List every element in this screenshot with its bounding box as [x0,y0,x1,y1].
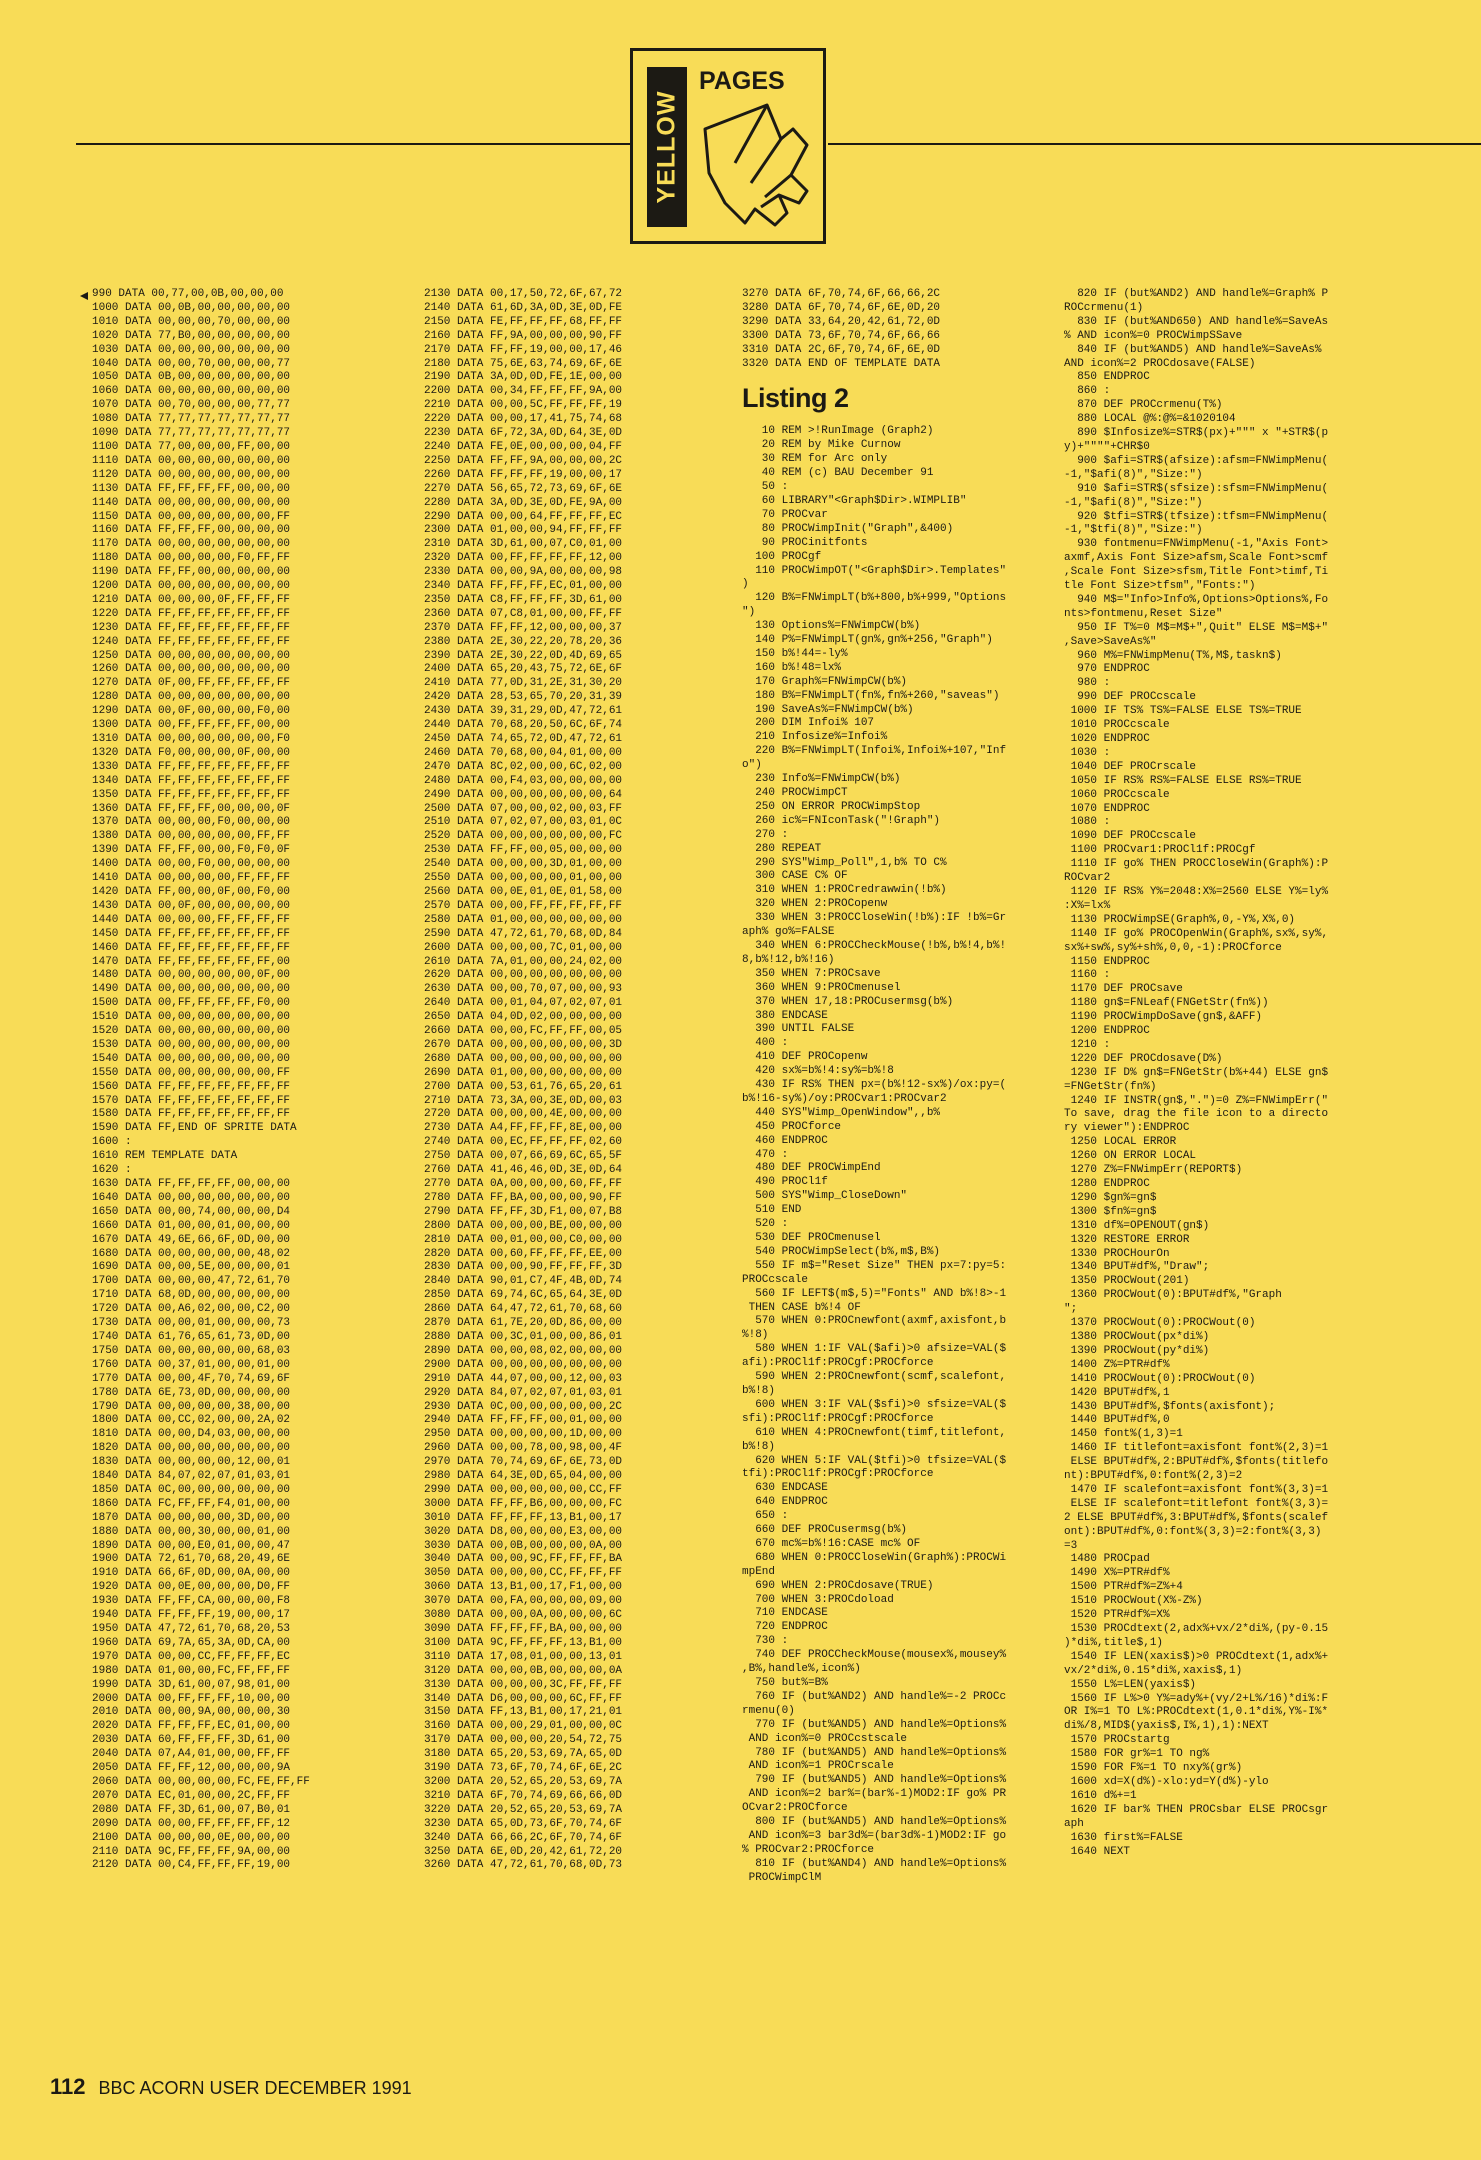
logo-title: PAGES [699,67,785,95]
continuation-arrow-icon [80,292,88,300]
page-footer [50,2074,412,2100]
page-number: 112 [50,2074,86,2099]
template-data-end: 3270 DATA 6F,70,74,6F,66,66,2C 3280 DATA 6F,70,74,6F,6E,0D,20 3290 DATA 33,64,20,42,61,72,0D 3300 DATA 73,6F,70,74,6F,66,66 3310 DATA 2C,6F,70,74,6F,6E,0D 3320 DATA END OF TEMPLATE DATA [742,288,941,370]
listing-column-2: 2130 DATA 00,17,50,72,6F,67,72 2140 DATA 61,6D,3A,0D,3E,0D,FE 2150 DATA FE,FF,FF,FF,68,FF,FF 2160 DATA FF,9A,00,00,00,90,FF 2170 DATA FF,FF,19,00,00,17,46 2180 DATA 75,6E,63,74,69,6F,6E 2190 DATA 3A,0D,0D,FE,1E,00,00 2200 DATA 00,34,FF,FF,FF,9A,00 2210 DATA 00,00,5C,FF,FF,FF,19 2220 DATA 00,00,17,41,75,74,68 2230 DATA 6F,72,3A,0D,64,3E,0D 2240 DATA FE,0E,00,00,00,04,FF 2250 DATA FF,FF,9A,00,00,00,2C 2260 DATA FF,FF,FF,19,00,00,17 2270 DATA 56,65,72,73,69,6F,6E 2280 DATA 3A,0D,3E,0D,FE,9A,00 2290 DATA 00,00,64,FF,FF,FF,EC 2300 DATA 01,00,00,94,FF,FF,FF 2310 DATA 3D,61,00,07,C0,01,00 2320 DATA 00,FF,FF,FF,FF,12,00 2330 DATA 00,00,9A,00,00,00,98 2340 DATA FF,FF,FF,EC,01,00,00 2350 DATA C8,FF,FF,FF,3D,61,00 2360 DATA 07,C8,01,00,00,FF,FF 2370 DATA FF,FF,12,00,00,00,37 2380 DATA 2E,30,22,20,78,20,36 2390 DATA 2E,30,22,0D,4D,69,65 2400 DATA 65,20,43,75,72,6E,6F 2410 DATA 77,0D,31,2E,31,30,20 2420 DATA 28,53,65,70,20,31,39 2430 DATA 39,31,29,0D,47,72,61 2440 DATA 70,68,20,50,6C,6F,74 2450 DATA 74,65,72,0D,47,72,61 2460 DATA 70,68,00,04,01,00,00 2470 DATA 8C,02,00,00,6C,02,00 2480 DATA 00,F4,03,00,00,00,00 2490 DATA 00,00,00,00,00,00,64 2500 DATA 07,00,00,02,00,03,FF 2510 DATA 07,02,07,00,03,01,0C 2520 DATA 00,00,00,00,00,00,FC 2530 DATA FF,FF,00,05,00,00,00 2540 DATA 00,00,00,3D,01,00,00 2550 DATA 00,00,00,00,01,00,00 2560 DATA 00,0E,01,0E,01,58,00 2570 DATA 00,00,FF,FF,FF,FF,FF 2580 DATA 01,00,00,00,00,00,00 2590 DATA 47,72,61,70,68,0D,84 2600 DATA 00,00,00,7C,01,00,00 2610 DATA 7A,01,00,00,24,02,00 2620 DATA 00,00,00,00,00,00,00 2630 DATA 00,00,70,07,00,00,93 2640 DATA 00,01,04,07,02,07,01 2650 DATA 04,0D,02,00,00,00,00 2660 DATA 00,00,FC,FF,FF,00,05 2670 DATA 00,00,00,00,00,00,3D 2680 DATA 00,00,00,00,00,00,00 2690 DATA 01,00,00,00,00,00,00 2700 DATA 00,53,61,76,65,20,61 2710 DATA 73,3A,00,3E,0D,00,03 2720 DATA 00,00,00,4E,00,00,00 2730 DATA A4,FF,FF,FF,8E,00,00 2740 DATA 00,EC,FF,FF,FF,02,60 2750 DATA 00,07,66,69,6C,65,5F 2760 DATA 41,46,46,0D,3E,0D,64 2770 DATA 0A,00,00,00,60,FF,FF 2780 DATA FF,BA,00,00,00,90,FF 2790 DATA FF,FF,3D,F1,00,07,B8 2800 DATA 00,00,00,BE,00,00,00 2810 DATA 00,01,00,00,C0,00,00 2820 DATA 00,60,FF,FF,FF,EE,00 2830 DATA 00,00,90,FF,FF,FF,3D 2840 DATA 90,01,C7,4F,4B,0D,74 2850 DATA 69,74,6C,65,64,3E,0D 2860 DATA 64,47,72,61,70,68,60 2870 DATA 61,7E,20,0D,86,00,00 2880 DATA 00,3C,01,00,00,86,01 2890 DATA 00,00,08,02,00,00,00 2900 DATA 00,00,00,00,00,00,00 2910 DATA 44,07,00,00,12,00,03 2920 DATA 84,07,02,07,01,03,01 2930 DATA 0C,00,00,00,00,00,2C 2940 DATA FF,FF,FF,00,01,00,00 2950 DATA 00,00,00,00,1D,00,00 2960 DATA 00,00,78,00,98,00,4F 2970 DATA 70,74,69,6F,6E,73,0D 2980 DATA 64,3E,0D,65,04,00,00 2990 DATA 00,00,00,00,00,CC,FF 3000 DATA FF,FF,B6,00,00,00,FC 3010 DATA FF,FF,FF,13,B1,00,17 3020 DATA D8,00,00,00,E3,00,00 3030 DATA 00,0B,00,00,00,0A,00 3040 DATA 00,00,9C,FF,FF,FF,BA 3050 DATA 00,00,00,CC,FF,FF,FF 3060 DATA 13,B1,00,17,F1,00,00 3070 DATA 00,FA,00,00,00,09,00 3080 DATA 00,00,0A,00,00,00,6C 3090 DATA FF,FF,FF,BA,00,00,00 3100 DATA 9C,FF,FF,FF,13,B1,00 3110 DATA 17,08,01,00,00,13,01 3120 DATA 00,00,0B,00,00,00,0A 3130 DATA 00,00,00,3C,FF,FF,FF 3140 DATA D6,00,00,00,6C,FF,FF 3150 DATA FF,13,B1,00,17,21,01 3160 DATA 00,00,29,01,00,00,0C 3170 DATA 00,00,00,20,54,72,75 3180 DATA 65,20,53,69,7A,65,0D 3190 DATA 73,6F,70,74,6F,6E,2C 3200 DATA 20,52,65,20,53,69,7A 3210 DATA 6F,70,74,69,66,66,0D 3220 DATA 20,52,65,20,53,69,7A 3230 DATA 65,0D,73,6F,70,74,6F 3240 DATA 66,66,2C,6F,70,74,6F 3250 DATA 6E,0D,20,42,61,72,20 3260 DATA 47,72,61,70,68,0D,73 [424,288,623,1872]
logo-vertical-text: YELLOW [652,90,681,204]
listing-column-3 [742,288,1006,1886]
listing-2-code: 10 REM >!RunImage (Graph2) 20 REM by Mike Curnow 30 REM for Arc only 40 REM (c) BAU December 91 50 : 60 LIBRARY"<Graph$Dir>.WIMPLIB" 70 PROCvar 80 PROCWimpInit("Graph",&400) 90 PROCinitfonts 100 PROCgf 110 PROCWimpOT("<Graph$Dir>.Templates" ) 120 B%=FNWimpLT(b%+800,b%+999,"Options ") 130 Options%=FNWimpCW(b%) 140 P%=FNWimpLT(gn%,gn%+256,"Graph") 150 b%!44=-ly% 160 b%!48=lx% 170 Graph%=FNWimpCW(b%) 180 B%=FNWimpLT(fn%,fn%+260,"saveas") 190 SaveAs%=FNWimpCW(b%) 200 DIM Infoi% 107 210 Infosize%=Infoi% 220 B%=FNWimpLT(Infoi%,Infoi%+107,"Inf o") 230 Info%=FNWimpCW(b%) 240 PROCWimpCT 250 ON ERROR PROCWimpStop 260 ic%=FNIconTask("!Graph") 270 : 280 REPEAT 290 SYS"Wimp_Poll",1,b% TO C% 300 CASE C% OF 310 WHEN 1:PROCredrawwin(!b%) 320 WHEN 2:PROCopenw 330 WHEN 3:PROCCloseWin(!b%):IF !b%=Gr aph% go%=FALSE 340 WHEN 6:PROCCheckMouse(!b%,b%!4,b%! 8,b%!12,b%!16) 350 WHEN 7:PROCsave 360 WHEN 9:PROCmenusel 370 WHEN 17,18:PROCusermsg(b%) 380 ENDCASE 390 UNTIL FALSE 400 : 410 DEF PROCopenw 420 sx%=b%!4:sy%=b%!8 430 IF RS% THEN px=(b%!12-sx%)/ox:py=( b%!16-sy%)/oy:PROCvar1:PROCvar2 440 SYS"Wimp_OpenWindow",,b% 450 PROCforce 460 ENDPROC 470 : 480 DEF PROCWimpEnd 490 PROCl1f 500 SYS"Wimp_CloseDown" 510 END 520 : 530 DEF PROCmenusel 540 PROCWimpSelect(b%,m$,B%) 550 IF m$="Reset Size" THEN px=7:py=5: PROCcscale 560 IF LEFT$(m$,5)="Fonts" AND b%!8>-1 THEN CASE b%!4 OF 570 WHEN 0:PROCnewfont(axmf,axisfont,b %!8) 580 WHEN 1:IF VAL($afi)>0 afsize=VAL($ afi):PROCl1f:PROCgf:PROCforce 590 WHEN 2:PROCnewfont(scmf,scalefont, b%!8) 600 WHEN 3:IF VAL($sfi)>0 sfsize=VAL($ sfi):PROCl1f:PROCgf:PROCforce 610 WHEN 4:PROCnewfont(timf,titlefont, b%!8) 620 WHEN 5:IF VAL($tfi)>0 tfsize=VAL($ tfi):PROCl1f:PROCgf:PROCforce 630 ENDCASE 640 ENDPROC 650 : 660 DEF PROCusermsg(b%) 670 mc%=b%!16:CASE mc% OF 680 WHEN 0:PROCCloseWin(Graph%):PROCWi mpEnd 690 WHEN 2:PROCdosave(TRUE) 700 WHEN 3:PROCdoload 710 ENDCASE 720 ENDPROC 730 : 740 DEF PROCCheckMouse(mousex%,mousey% ,B%,handle%,icon%) 750 but%=B% 760 IF (but%AND2) AND handle%=-2 PROCc rmenu(0) 770 IF (but%AND5) AND handle%=Options% AND icon%=0 PROCcstscale 780 IF (but%AND5) AND handle%=Options% AND icon%=1 PROCrscale 790 IF (but%AND5) AND handle%=Options% AND icon%=2 bar%=(bar%-1)MOD2:IF go% PR OCvar2:PROCforce 800 IF (but%AND5) AND handle%=Options% AND icon%=3 bar3d%=(bar3d%-1)MOD2:IF go % PROCvar2:PROCforce 810 IF (but%AND4) AND handle%=Options% PROCWimpClM [742,425,1007,1884]
logo-vertical-bar [647,67,687,227]
hand-icon [695,99,819,235]
listing-column-4: 820 IF (but%AND2) AND handle%=Graph% P ROCcrmenu(1) 830 IF (but%AND650) AND handle%=SaveAs % AND icon%=0 PROCWimpSSave 840 IF (but%AND5) AND handle%=SaveAs% AND icon%=2 PROCdosave(FALSE) 850 ENDPROC 860 : 870 DEF PROCcrmenu(T%) 880 LOCAL @%:@%=&1020104 890 $Infosize%=STR$(px)+""" x "+STR$(p y)+""""+CHR$0 900 $afi=STR$(afsize):afsm=FNWimpMenu( -1,"$afi(8)","Size:") 910 $afi=STR$(sfsize):sfsm=FNWimpMenu( -1,"$afi(8)","Size:") 920 $tfi=STR$(tfsize):tfsm=FNWimpMenu( -1,"$tfi(8)","Size:") 930 fontmenu=FNWimpMenu(-1,"Axis Font> axmf,Axis Font Size>afsm,Scale Font>scmf ,Scale Font Size>sfsm,Title Font>timf,Ti tle Font Size>tfsm","Fonts:") 940 M$="Info>Info%,Options>Options%,Fo nts>fontmenu,Reset Size" 950 IF T%=0 M$=M$+",Quit" ELSE M$=M$+" ,Save>SaveAs%" 960 M%=FNWimpMenu(T%,M$,taskn$) 970 ENDPROC 980 : 990 DEF PROCcscale 1000 IF TS% TS%=FALSE ELSE TS%=TRUE 1010 PROCcscale 1020 ENDPROC 1030 : 1040 DEF PROCrscale 1050 IF RS% RS%=FALSE ELSE RS%=TRUE 1060 PROCcscale 1070 ENDPROC 1080 : 1090 DEF PROCcscale 1100 PROCvar1:PROCl1f:PROCgf 1110 IF go% THEN PROCCloseWin(Graph%):P ROCvar2 1120 IF RS% Y%=2048:X%=2560 ELSE Y%=ly% :X%=lx% 1130 PROCWimpSE(Graph%,0,-Y%,X%,0) 1140 IF go% PROCOpenWin(Graph%,sx%,sy%, sx%+sw%,sy%+sh%,0,0,-1):PROCforce 1150 ENDPROC 1160 : 1170 DEF PROCsave 1180 gn$=FNLeaf(FNGetStr(fn%)) 1190 PROCWimpDoSave(gn$,&AFF) 1200 ENDPROC 1210 : 1220 DEF PROCdosave(D%) 1230 IF D% gn$=FNGetStr(b%+44) ELSE gn$ =FNGetStr(fn%) 1240 IF INSTR(gn$,".")=0 Z%=FNWimpErr(" To save, drag the file icon to a directo ry viewer"):ENDPROC 1250 LOCAL ERROR 1260 ON ERROR LOCAL 1270 Z%=FNWimpErr(REPORT$) 1280 ENDPROC 1290 $gn%=gn$ 1300 $fn%=gn$ 1310 df%=OPENOUT(gn$) 1320 RESTORE ERROR 1330 PROCHourOn 1340 BPUT#df%,"Draw"; 1350 PROCWout(201) 1360 PROCWout(0):BPUT#df%,"Graph "; 1370 PROCWout(0):PROCWout(0) 1380 PROCWout(px*di%) 1390 PROCWout(py*di%) 1400 Z%=PTR#df% 1410 PROCWout(0):PROCWout(0) 1420 BPUT#df%,1 1430 BPUT#df%,$fonts(axisfont); 1440 BPUT#df%,0 1450 font%(1,3)=1 1460 IF titlefont=axisfont font%(2,3)=1 ELSE BPUT#df%,2:BPUT#df%,$fonts(titlefo nt):BPUT#df%,0:font%(2,3)=2 1470 IF scalefont=axisfont font%(3,3)=1 ELSE IF scalefont=titlefont font%(3,3)= 2 ELSE BPUT#df%,3:BPUT#df%,$fonts(scalef ont):BPUT#df%,0:font%(3,3)=2:font%(3,3) =3 1480 PROCpad 1490 X%=PTR#df% 1500 PTR#df%=Z%+4 1510 PROCWout(X%-Z%) 1520 PTR#df%=X% 1530 PROCdtext(2,adx%+vx/2*di%,(py-0.15 )*di%,title$,1) 1540 IF LEN(xaxis$)>0 PROCdtext(1,adx%+ vx/2*di%,0.15*di%,xaxis$,1) 1550 L%=LEN(yaxis$) 1560 IF L%>0 Y%=ady%+(vy/2+L%/16)*di%:F OR I%=1 TO L%:PROCdtext(1,0.1*di%,Y%-I%* di%/8,MID$(yaxis$,I%,1),1):NEXT 1570 PROCstartg 1580 FOR gr%=1 TO ng% 1590 FOR F%=1 TO nxy%(gr%) 1600 xd=X(d%)-xlo:yd=Y(d%)-ylo 1610 d%+=1 1620 IF bar% THEN PROCsbar ELSE PROCsgr aph 1630 first%=FALSE 1640 NEXT [1064,288,1329,1858]
header-rule-right [828,143,1481,145]
listing-column-1: 990 DATA 00,77,00,0B,00,00,00 1000 DATA 00,0B,00,00,00,00,00 1010 DATA 00,00,00,70,00,00,00 1020 DATA 77,B0,00,00,00,00,00 1030 DATA 00,00,00,00,00,00,00 1040 DATA 00,00,70,00,00,00,77 1050 DATA 0B,00,00,00,00,00,00 1060 DATA 00,00,00,00,00,00,00 1070 DATA 00,70,00,00,00,77,77 1080 DATA 77,77,77,77,77,77,77 1090 DATA 77,77,77,77,77,77,77 1100 DATA 77,00,00,00,FF,00,00 1110 DATA 00,00,00,00,00,00,00 1120 DATA 00,00,00,00,00,00,00 1130 DATA FF,FF,FF,FF,00,00,00 1140 DATA 00,00,00,00,00,00,00 1150 DATA 00,00,00,00,00,00,FF 1160 DATA FF,FF,FF,00,00,00,00 1170 DATA 00,00,00,00,00,00,00 1180 DATA 00,00,00,00,F0,FF,FF 1190 DATA FF,FF,00,00,00,00,00 1200 DATA 00,00,00,00,00,00,00 1210 DATA 00,00,00,0F,FF,FF,FF 1220 DATA FF,FF,FF,FF,FF,FF,FF 1230 DATA FF,FF,FF,FF,FF,FF,FF 1240 DATA FF,FF,FF,FF,FF,FF,FF 1250 DATA 00,00,00,00,00,00,00 1260 DATA 00,00,00,00,00,00,00 1270 DATA 0F,00,FF,FF,FF,FF,FF 1280 DATA 00,00,00,00,00,00,00 1290 DATA 00,0F,00,00,00,F0,00 1300 DATA 00,FF,FF,FF,FF,00,00 1310 DATA 00,00,00,00,00,00,F0 1320 DATA F0,00,00,00,0F,00,00 1330 DATA FF,FF,FF,FF,FF,FF,FF 1340 DATA FF,FF,FF,FF,FF,FF,FF 1350 DATA FF,FF,FF,FF,FF,FF,FF 1360 DATA FF,FF,FF,00,00,00,0F 1370 DATA 00,00,00,F0,00,00,00 1380 DATA 00,00,00,00,00,FF,FF 1390 DATA FF,FF,00,00,F0,F0,0F 1400 DATA 00,00,F0,00,00,00,00 1410 DATA 00,00,00,00,FF,FF,FF 1420 DATA FF,00,00,0F,00,F0,00 1430 DATA 00,0F,00,00,00,00,00 1440 DATA 00,00,00,FF,FF,FF,FF 1450 DATA FF,FF,FF,FF,FF,FF,FF 1460 DATA FF,FF,FF,FF,FF,FF,FF 1470 DATA FF,FF,FF,FF,FF,FF,00 1480 DATA 00,00,00,00,00,0F,00 1490 DATA 00,00,00,00,00,00,00 1500 DATA 00,FF,FF,FF,FF,F0,00 1510 DATA 00,00,00,00,00,00,00 1520 DATA 00,00,00,00,00,00,00 1530 DATA 00,00,00,00,00,00,00 1540 DATA 00,00,00,00,00,00,00 1550 DATA 00,00,00,00,00,00,FF 1560 DATA FF,FF,FF,FF,FF,FF,FF 1570 DATA FF,FF,FF,FF,FF,FF,FF 1580 DATA FF,FF,FF,FF,FF,FF,FF 1590 DATA FF,END OF SPRITE DATA 1600 : 1610 REM TEMPLATE DATA 1620 : 1630 DATA FF,FF,FF,FF,00,00,00 1640 DATA 00,00,00,00,00,00,00 1650 DATA 00,00,74,00,00,00,D4 1660 DATA 01,00,00,01,00,00,00 1670 DATA 49,6E,66,6F,0D,00,00 1680 DATA 00,00,00,00,00,48,02 1690 DATA 00,00,5E,00,00,00,01 1700 DATA 00,00,00,47,72,61,70 1710 DATA 68,0D,00,00,00,00,00 1720 DATA 00,A6,02,00,00,C2,00 1730 DATA 00,00,01,00,00,00,73 1740 DATA 61,76,65,61,73,0D,00 1750 DATA 00,00,00,00,00,68,03 1760 DATA 00,37,01,00,00,01,00 1770 DATA 00,00,4F,70,74,69,6F 1780 DATA 6E,73,0D,00,00,00,00 1790 DATA 00,00,00,00,38,00,00 1800 DATA 00,CC,02,00,00,2A,02 1810 DATA 00,00,D4,03,00,00,00 1820 DATA 00,00,00,00,00,00,00 1830 DATA 00,00,00,00,12,00,01 1840 DATA 84,07,02,07,01,03,01 1850 DATA 0C,00,00,00,00,00,00 1860 DATA FC,FF,FF,F4,01,00,00 1870 DATA 00,00,00,00,3D,00,00 1880 DATA 00,00,30,00,00,01,00 1890 DATA 00,00,E0,01,00,00,47 1900 DATA 72,61,70,68,20,49,6E 1910 DATA 66,6F,0D,00,0A,00,00 1920 DATA 00,0E,00,00,00,D0,FF 1930 DATA FF,FF,CA,00,00,00,F8 1940 DATA FF,FF,FF,19,00,00,17 1950 DATA 47,72,61,70,68,20,53 1960 DATA 69,7A,65,3A,0D,CA,00 1970 DATA 00,00,CC,FF,FF,FF,EC 1980 DATA 01,00,00,FC,FF,FF,FF 1990 DATA 3D,61,00,07,98,01,00 2000 DATA 00,FF,FF,FF,10,00,00 2010 DATA 00,00,9A,00,00,00,30 2020 DATA FF,FF,FF,EC,01,00,00 2030 DATA 60,FF,FF,FF,3D,61,00 2040 DATA 07,A4,01,00,00,FF,FF 2050 DATA FF,FF,12,00,00,00,9A 2060 DATA 00,00,00,00,FC,FE,FF,FF 2070 DATA EC,01,00,00,2C,FF,FF 2080 DATA FF,3D,61,00,07,B0,01 2090 DATA 00,00,FF,FF,FF,FF,12 2100 DATA 00,00,00,0E,00,00,00 2110 DATA 9C,FF,FF,FF,9A,00,00 2120 DATA 00,C4,FF,FF,FF,19,00 [92,288,310,1872]
publication-line: BBC ACORN USER DECEMBER 1991 [98,2078,412,2098]
yellow-pages-logo [630,48,826,244]
listing-heading: Listing 2 [742,383,849,414]
header-rule-left [76,143,630,145]
